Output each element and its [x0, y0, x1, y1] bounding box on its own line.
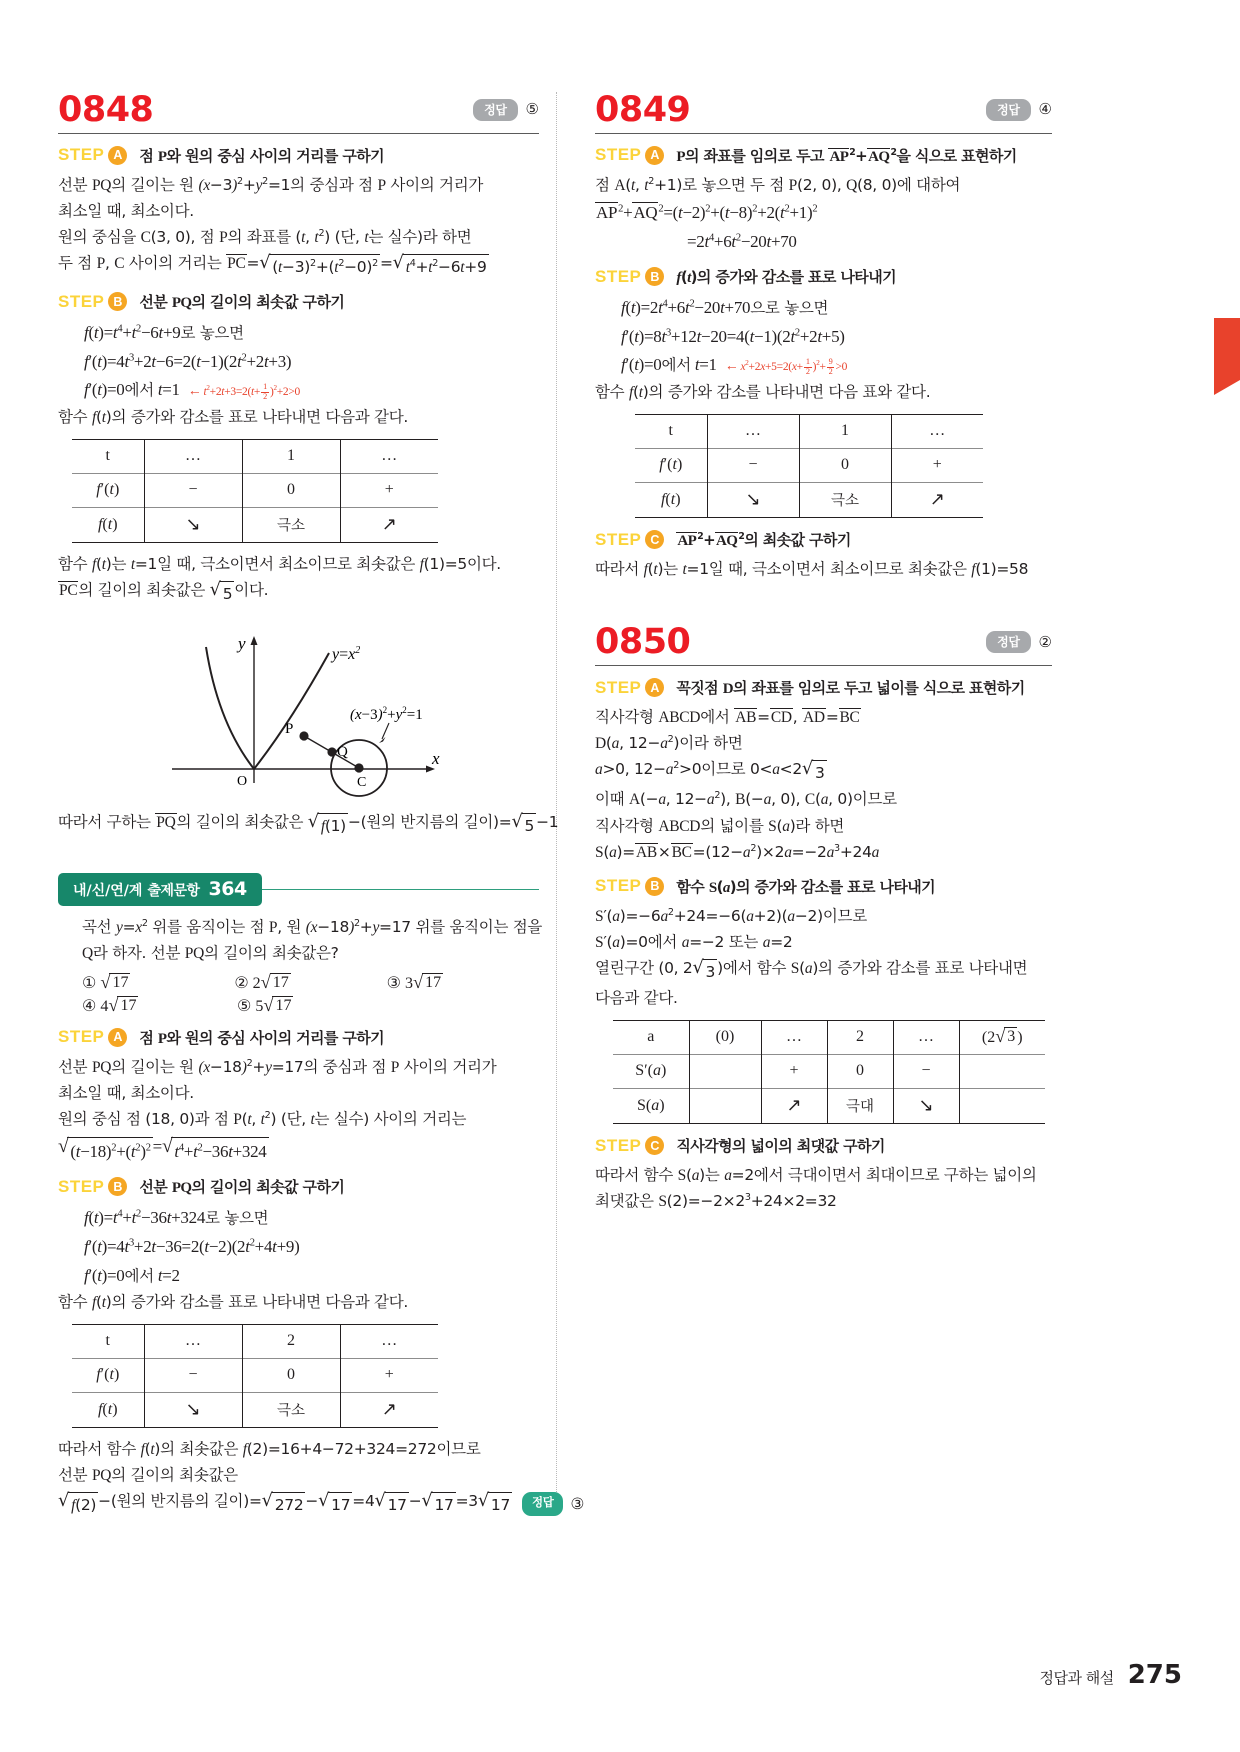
inline-answer-pill [522, 1492, 584, 1517]
text-line: 직사각형 ABCD의 넓이를 S(a)라 하면 [595, 816, 845, 835]
naesin-tag-number: 364 [208, 878, 247, 901]
page-footer [1040, 1660, 1183, 1690]
text-line: $S(a)=AB\times BC=(12-a^2)\times 2a=-2a^3+24a$ [595, 842, 880, 861]
text-line: $S'(a)=-6a^2+24=-6(a+2)(a-2)$이므로 [595, 906, 867, 925]
choice-row-1 [82, 973, 539, 993]
math-line: $AP^2+AQ^2=(t-2)^2+(t-8)^2+2(t^2+1)^2$ [596, 203, 818, 223]
step-heading-b [595, 266, 1052, 287]
answer-label: 정답 [473, 99, 517, 121]
step-badge: A [108, 146, 127, 165]
step-heading-c [595, 529, 1052, 550]
naesin-question [58, 915, 543, 1015]
text-line: S′(a)=0에서 a=−2 또는 a=2 [595, 932, 793, 951]
question-line: 곡선 $y=x^2$ 위를 움직이는 점 P, 원 $(x-18)^2+y=17$ 위를 움직이는 점을 [82, 918, 543, 937]
step-title: 선분 PQ의 길이의 최솟값 구하기 [139, 293, 345, 312]
choice-row-2 [82, 996, 539, 1016]
text-line: 이때 A(−a, $12-a^2$), B(−a, 0), C(a, 0)이므로 [595, 790, 897, 809]
table-row [72, 474, 438, 508]
table-cell: − [144, 1359, 242, 1393]
text-line: 최소일 때, 최소이다. [58, 1083, 194, 1102]
answer-pill [986, 631, 1052, 653]
point-q-dot [327, 748, 336, 757]
step-badge: A [645, 678, 664, 697]
point-p-dot [299, 732, 308, 741]
step-heading-a [58, 145, 539, 166]
choice-mark: ⑤ [237, 997, 252, 1015]
text-line: a>0, $12-a^2>0$이므로 0<a<2 √ 3 [595, 757, 1052, 786]
math-line: $f'(t)=8t^3+12t-20=4(t-1)(2t^2+2t+5)$ [621, 326, 845, 346]
table-cell-arrow-down [144, 1393, 242, 1428]
step-heading-a [595, 677, 1052, 698]
table-cell [959, 1089, 1045, 1124]
table-cell: … [707, 415, 799, 449]
table-cell: − [893, 1055, 959, 1089]
table-cell-arrow-down [144, 508, 242, 543]
table-cell: 0 [799, 449, 891, 483]
text-line: D(a, $12-a^2$)이라 하면 [595, 734, 743, 753]
table-row [72, 440, 438, 474]
math-line: √ $(t-18)^2+(t^2)^2$ = √ $t^4+t^2-36t+324$ [58, 1133, 539, 1166]
problem-header [595, 92, 1052, 129]
math-line: $f'(t)=4t^3+2t-6=2(t-1)(2t^2+2t+3)$ [84, 351, 292, 371]
text-line: PC의 길이의 최솟값은 √ 5 이다. [58, 578, 539, 607]
answer-label: 정답 [522, 1492, 563, 1516]
text-line: 선분 PQ의 길이는 원 $(x-3)^2+y^2=1$의 중심과 점 P 사이의 거리가 [58, 175, 484, 194]
table-cell: … [381, 447, 398, 465]
choice-mark: ② [234, 974, 249, 992]
problem-0850 [595, 624, 1052, 1214]
table-cell: … [893, 1021, 959, 1055]
table-cell: 극소 [799, 483, 891, 518]
variation-table-0849 [635, 414, 983, 518]
footer-label: 정답과 해설 [1039, 1669, 1114, 1687]
step-heading-b [58, 291, 539, 312]
two-column-body [58, 92, 1188, 1528]
text-line: 함수 f(t)의 증가와 감소를 나타내면 다음 표와 같다. [595, 382, 931, 401]
red-annotation: ← $x^2+2x+5=2(x+$ $\frac{1}{2}$ )$^2$+ $\frac{9}{2}$ >0 [724, 357, 848, 377]
point-q-label: Q [336, 744, 348, 761]
step-word: STEP [58, 145, 105, 165]
step-badge: C [645, 1136, 664, 1155]
choice-5[interactable]: ⑤ 5 √ 17 [237, 994, 292, 1015]
choice-mark: ① [82, 974, 97, 992]
text-line: 최댓값은 $S(2)=-2\times 2^3+24\times 2=32$ [595, 1192, 837, 1211]
point-c-label: C [356, 775, 366, 791]
table-row [635, 449, 983, 483]
answer-label: 정답 [986, 99, 1030, 121]
step-heading-c [595, 1135, 1052, 1156]
table-row [72, 1393, 438, 1428]
problem-0848 [58, 90, 559, 839]
text-line: 원의 중심을 C(3, 0), 점 P의 좌표를 (t, $t^2$) (단, t는 실수)라 하면 [58, 227, 472, 246]
step-title: f(t)의 증가와 감소를 표로 나타내기 [676, 268, 896, 287]
table-cell: t [72, 1325, 144, 1359]
text-line: 함수 f(t)는 t=1일 때, 극소이면서 최소이므로 최솟값은 f(1)=5이다. [58, 555, 501, 574]
step-title: $AP^2+AQ^2$의 최솟값 구하기 [677, 531, 851, 550]
step-badge: B [108, 292, 127, 311]
choice-4[interactable]: ④ 4 √ 17 [82, 994, 137, 1015]
table-row [635, 415, 983, 449]
problem-number: 0850 [595, 622, 691, 663]
math-line: $f(t)=t^4+t^2-36t+324$로 놓으면 [84, 1208, 269, 1228]
table-cell: 0 [242, 474, 340, 508]
step-title: 점 P와 원의 중심 사이의 거리를 구하기 [139, 1028, 385, 1047]
naesin-section [58, 873, 585, 1518]
math-line: f′(t)=0에서 t=2 [84, 1265, 180, 1285]
naesin-tag [58, 873, 262, 906]
y-axis-label: y [237, 634, 246, 654]
step-heading-a [58, 1027, 539, 1048]
table-cell: 1 [242, 440, 340, 474]
text-line: 따라서 함수 f(t)의 최솟값은 f(2)=16+4−72+324=272이므로 [58, 1440, 481, 1459]
step-word: STEP [58, 1176, 105, 1196]
text-line: 열린구간 (0, 2 √ 3 )에서 함수 S(a)의 증가와 감소를 표로 나타내면 [595, 956, 1052, 985]
choice-mark: ③ [386, 974, 401, 992]
table-row [613, 1021, 1045, 1055]
table-cell: t [72, 440, 144, 474]
table-cell: − [707, 449, 799, 483]
step-title: 꼭짓점 D의 좌표를 임의로 두고 넓이를 식으로 표현하기 [676, 679, 1025, 698]
step-title: 선분 PQ의 길이의 최솟값 구하기 [139, 1178, 345, 1197]
math-line: $=2t^4+6t^2-20t+70$ [687, 231, 797, 251]
step-word: STEP [58, 291, 105, 311]
table-row [72, 1359, 438, 1393]
curve-label: $y=x^2$ [331, 645, 360, 664]
math-line: $f(t)=t^4+t^2-6t+9$로 놓으면 [84, 323, 244, 343]
table-cell: (0) [689, 1021, 761, 1055]
red-annotation: ← $t^2+2t+3=2(t+$ $\frac{1}{2}$ )$^2$+2>0 [187, 382, 301, 402]
text-line: 따라서 f(t)는 t=1일 때, 극소이면서 최소이므로 최솟값은 f(1)=58 [595, 560, 1029, 579]
table-cell-arrow-up [340, 1393, 438, 1428]
choice-1[interactable]: ① √ 17 [82, 971, 129, 992]
problem-header [595, 624, 1052, 661]
table-cell: 0 [242, 1359, 340, 1393]
answer-label: 정답 [986, 631, 1030, 653]
header-rule [595, 133, 1052, 134]
point-p-label: P [284, 721, 293, 738]
step-heading-b [58, 1176, 539, 1197]
answer-value: ⑤ [525, 102, 539, 119]
answer-value: ③ [570, 1494, 585, 1513]
conclusion-line: 따라서 구하는 PQ의 길이의 최솟값은 √ f(1) −(원의 반지름의 길이)= √ 5 −1 [58, 810, 539, 839]
table-cell: f(t) [72, 1393, 144, 1428]
choice-2[interactable]: ② 2 √ 17 [234, 971, 289, 992]
step-word: STEP [595, 145, 642, 165]
variation-table-0848 [72, 439, 438, 543]
table-row [613, 1055, 1045, 1089]
step-heading-b [595, 876, 1052, 897]
math-line: f′(t)=0에서 t=1 ← $t^2+2t+3=2(t+$ $\frac{1}{2}$ )$^2$+2>0 [84, 380, 301, 402]
answer-value: ④ [1038, 102, 1052, 119]
left-column [58, 90, 585, 1528]
text-line: 함수 f(t)의 증가와 감소를 표로 나타내면 다음과 같다. [58, 407, 409, 426]
step-word: STEP [595, 876, 642, 896]
table-cell [959, 1055, 1045, 1089]
text-line: 함수 f(t)의 증가와 감소를 표로 나타내면 다음과 같다. [58, 1293, 409, 1312]
text-line: 점 A(t, $t^2+1$)로 놓으면 두 점 P(2, 0), Q(8, 0)에 대하여 [595, 175, 961, 194]
step-badge: A [108, 1028, 127, 1047]
table-cell [689, 1089, 761, 1124]
answer-pill [986, 99, 1052, 121]
step-word: STEP [58, 1027, 105, 1047]
table-cell: 0 [827, 1055, 893, 1089]
table-cell: 1 [799, 415, 891, 449]
y-axis-arrow [250, 636, 257, 645]
table-cell-arrow-up [340, 508, 438, 543]
text-line: 최소일 때, 최소이다. [58, 201, 194, 220]
table-row [72, 508, 438, 543]
table-cell: + [384, 481, 394, 499]
figure-svg [154, 623, 444, 798]
table-cell: f′(t) [72, 1359, 144, 1393]
step-word: STEP [595, 529, 642, 549]
text-line: 직사각형 ABCD에서 AB=CD, AD=BC [595, 708, 860, 727]
table-cell: a [613, 1021, 689, 1055]
point-c-dot [354, 764, 363, 773]
problem-header [58, 92, 539, 129]
choice-mark: ④ [82, 997, 97, 1015]
side-index-tab [1214, 318, 1240, 380]
math-line: f′(t)=0에서 t=1 ← $x^2+2x+5=2(x+$ $\frac{1}{2}$ )$^2$+ $\frac{9}{2}$ >0 [621, 355, 848, 377]
table-cell: t [635, 415, 707, 449]
text-line: 두 점 P, C 사이의 거리는 PC= √ $(t-3)^2+(t^2-0)^2$ = √ $t^4+t^2-6t+9$ [58, 251, 539, 280]
table-cell-arrow-up [761, 1089, 827, 1124]
table-cell-arrow-down [893, 1089, 959, 1124]
table-cell: 극소 [242, 1393, 340, 1428]
table-cell: f(t) [635, 483, 707, 518]
table-cell: … [144, 440, 242, 474]
answer-value: ② [1038, 634, 1052, 651]
question-line: Q라 하자. 선분 PQ의 길이의 최솟값은? [82, 944, 339, 963]
x-axis-label: x [431, 749, 440, 769]
step-heading-a [595, 145, 1052, 166]
table-cell: + [761, 1055, 827, 1089]
step-title: 직사각형의 넓이의 최댓값 구하기 [676, 1137, 885, 1156]
table-cell: S(a) [613, 1089, 689, 1124]
table-cell-arrow-up [891, 483, 983, 518]
answer-pill [473, 99, 539, 121]
step-badge: A [645, 146, 664, 165]
variation-table-naesin [72, 1324, 438, 1428]
table-cell: S′(a) [613, 1055, 689, 1089]
problem-number: 0848 [58, 90, 154, 130]
step-title: 함수 S(a)의 증가와 감소를 표로 나타내기 [676, 877, 936, 896]
text-line: 선분 PQ의 길이는 원 $(x-18)^2+y=17$의 중심과 점 P 사이의 거리가 [58, 1057, 497, 1076]
step-badge: B [645, 267, 664, 286]
math-line: $f'(t)=4t^3+2t-36=2(t-2)(2t^2+4t+9)$ [84, 1236, 300, 1256]
origin-label: O [236, 774, 247, 790]
table-cell: 극대 [827, 1089, 893, 1124]
table-row [72, 1325, 438, 1359]
math-line: $f(t)=2t^4+6t^2-20t+70$으로 놓으면 [621, 298, 829, 318]
step-word: STEP [595, 677, 642, 697]
table-cell: f′(t) [635, 449, 707, 483]
table-cell: f′(t) [72, 474, 144, 508]
page-number: 275 [1127, 1660, 1182, 1690]
table-cell: … [761, 1021, 827, 1055]
table-cell: + [384, 1366, 394, 1384]
table-row [635, 483, 983, 518]
table-cell: + [932, 456, 942, 474]
variation-table-0850 [613, 1020, 1045, 1124]
table-cell: − [144, 474, 242, 508]
text-line: 다음과 같다. [595, 989, 678, 1008]
circle-equation-label: $(x-3)^2+y^2=1$ [349, 705, 423, 724]
problem-number: 0849 [595, 90, 691, 130]
table-cell: 2 [242, 1325, 340, 1359]
step-word: STEP [595, 1135, 642, 1155]
table-cell-arrow-down [707, 483, 799, 518]
text-line: √ f(2) −(원의 반지름의 길이)= √ 272 − √ 17 =4 √ 17 − √ 17 =3 √ 17 정답 ③ [58, 1489, 539, 1518]
circle-pointer [382, 723, 389, 739]
table-row [613, 1089, 1045, 1124]
step-title: 점 P와 원의 중심 사이의 거리를 구하기 [139, 146, 385, 165]
table-cell: 2 [827, 1021, 893, 1055]
naesin-tag-text: 내/신/연/계 [73, 883, 143, 900]
step-badge: B [645, 877, 664, 896]
table-cell: … [144, 1325, 242, 1359]
text-line: 선분 PQ의 길이의 최솟값은 [58, 1466, 238, 1485]
header-rule [58, 133, 539, 134]
step-word: STEP [595, 266, 642, 286]
table-cell [689, 1055, 761, 1089]
parabola-curve [206, 647, 329, 769]
problem-0849 [595, 92, 1052, 582]
text-line: 따라서 함수 S(a)는 a=2에서 극대이면서 최대이므로 구하는 넓이의 [595, 1166, 1037, 1185]
header-rule [595, 665, 1052, 666]
table-cell: … [929, 422, 946, 440]
table-cell: 극소 [242, 508, 340, 543]
step-badge: B [108, 1177, 127, 1196]
table-cell: (2 √ 3 ) [981, 1026, 1023, 1047]
text-line: 원의 중심 점 (18, 0)과 점 P(t, $t^2$) (단, t는 실수) 사이의 거리는 [58, 1109, 467, 1128]
naesin-tag-sub: 출제문항 [147, 883, 200, 900]
choice-3[interactable]: ③ 3 √ 17 [386, 971, 442, 992]
right-column [555, 92, 1052, 1528]
table-cell: f(t) [72, 508, 144, 543]
step-title: P의 좌표를 임의로 두고 $AP^2+AQ^2$을 식으로 표현하기 [676, 146, 1017, 165]
parabola-circle-figure [58, 623, 539, 798]
step-badge: C [645, 530, 664, 549]
table-cell: … [381, 1332, 398, 1350]
